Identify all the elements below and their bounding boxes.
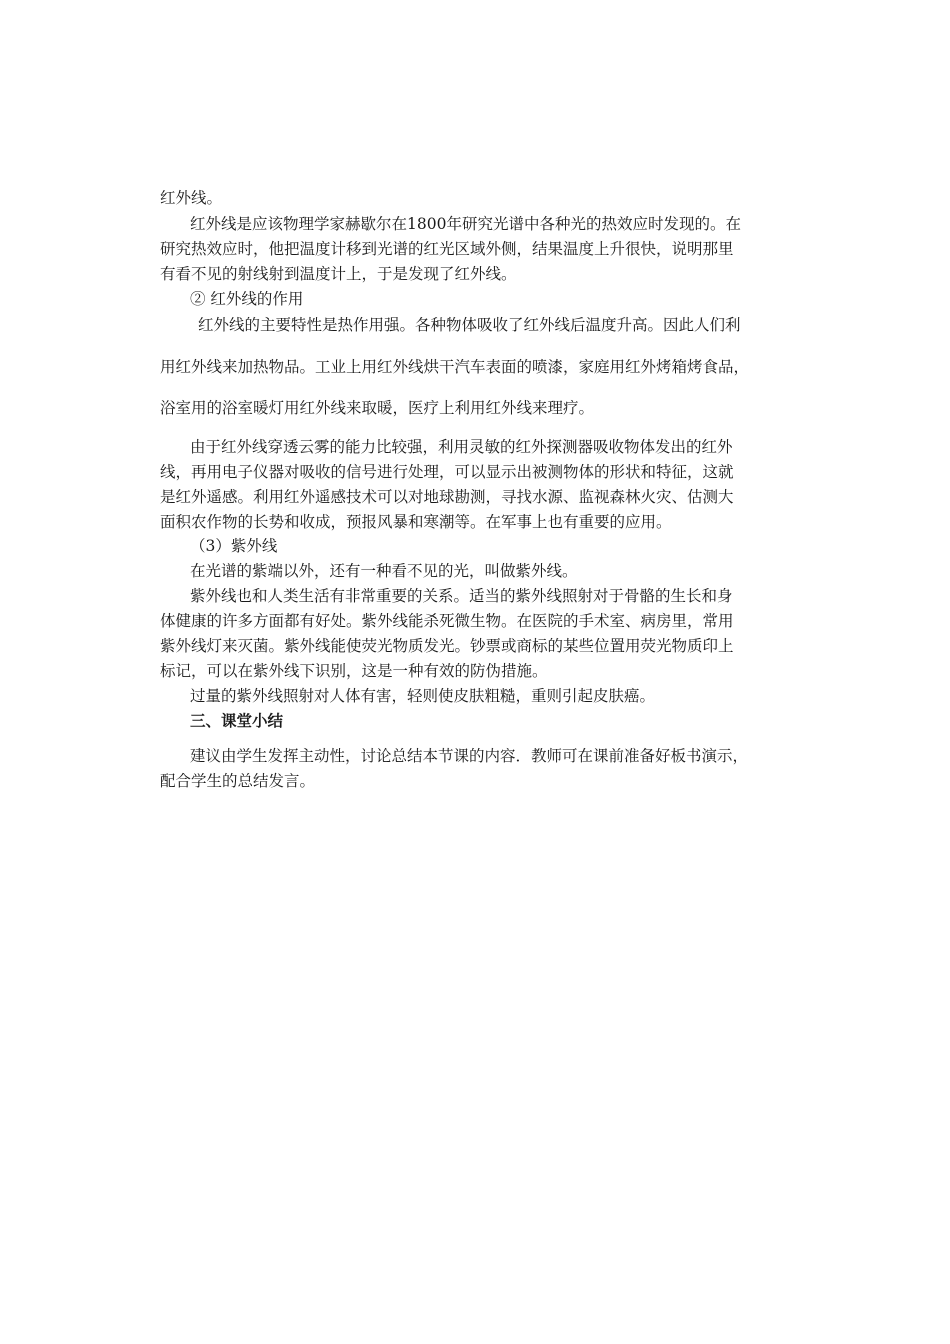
text-line: 有看不见的射线射到温度计上，于是发现了红外线。 xyxy=(160,265,517,283)
text-line: 红外线。 xyxy=(160,189,223,207)
text-line: 紫外线灯来灭菌。紫外线能使荧光物质发光。钞票或商标的某些位置用荧光物质印上 xyxy=(160,637,734,655)
subheading-infrared-use: ② 红外线的作用 xyxy=(190,290,304,308)
text-line: 紫外线也和人类生活有非常重要的关系。适当的紫外线照射对于骨骼的生长和身 xyxy=(190,587,733,605)
subheading-ultraviolet: （3）紫外线 xyxy=(190,537,278,555)
text-line: 红外线的主要特性是热作用强。各种物体吸收了红外线后温度升高。因此人们利 xyxy=(198,316,741,334)
text-line: 由于红外线穿透云雾的能力比较强，利用灵敏的红外探测器吸收物体发出的红外 xyxy=(190,438,733,456)
text-line: 配合学生的总结发言。 xyxy=(160,772,316,790)
text-line: 标记，可以在紫外线下识别，这是一种有效的防伪措施。 xyxy=(160,662,548,680)
text-line: 面积农作物的长势和收成，预报风暴和寒潮等。在军事上也有重要的应用。 xyxy=(160,513,672,531)
text-line: 红外线是应该物理学家赫歇尔在1800年研究光谱中各种光的热效应时发现的。在 xyxy=(190,215,741,233)
text-line: 研究热效应时，他把温度计移到光谱的红光区域外侧，结果温度上升很快，说明那里 xyxy=(160,240,734,258)
text-line: 是红外遥感。利用红外遥感技术可以对地球勘测，寻找水源、监视森林火灾、估测大 xyxy=(160,488,734,506)
text-line: 浴室用的浴室暖灯用红外线来取暖，医疗上利用红外线来理疗。 xyxy=(160,399,595,417)
text-line: 在光谱的紫端以外，还有一种看不见的光，叫做紫外线。 xyxy=(190,562,578,580)
text-line: 体健康的许多方面都有好处。紫外线能杀死微生物。在医院的手术室、病房里，常用 xyxy=(160,612,734,630)
text-line: 线，再用电子仪器对吸收的信号进行处理，可以显示出被测物体的形状和特征，这就 xyxy=(160,463,734,481)
text-line: 过量的紫外线照射对人体有害，轻则使皮肤粗糙，重则引起皮肤癌。 xyxy=(190,687,656,705)
text-line: 用红外线来加热物品。工业上用红外线烘干汽车表面的喷漆，家庭用红外烤箱烤食品， xyxy=(160,358,750,376)
text-line: 建议由学生发挥主动性，讨论总结本节课的内容．教师可在课前准备好板书演示， xyxy=(190,747,749,765)
section-heading-summary: 三、课堂小结 xyxy=(190,711,284,730)
